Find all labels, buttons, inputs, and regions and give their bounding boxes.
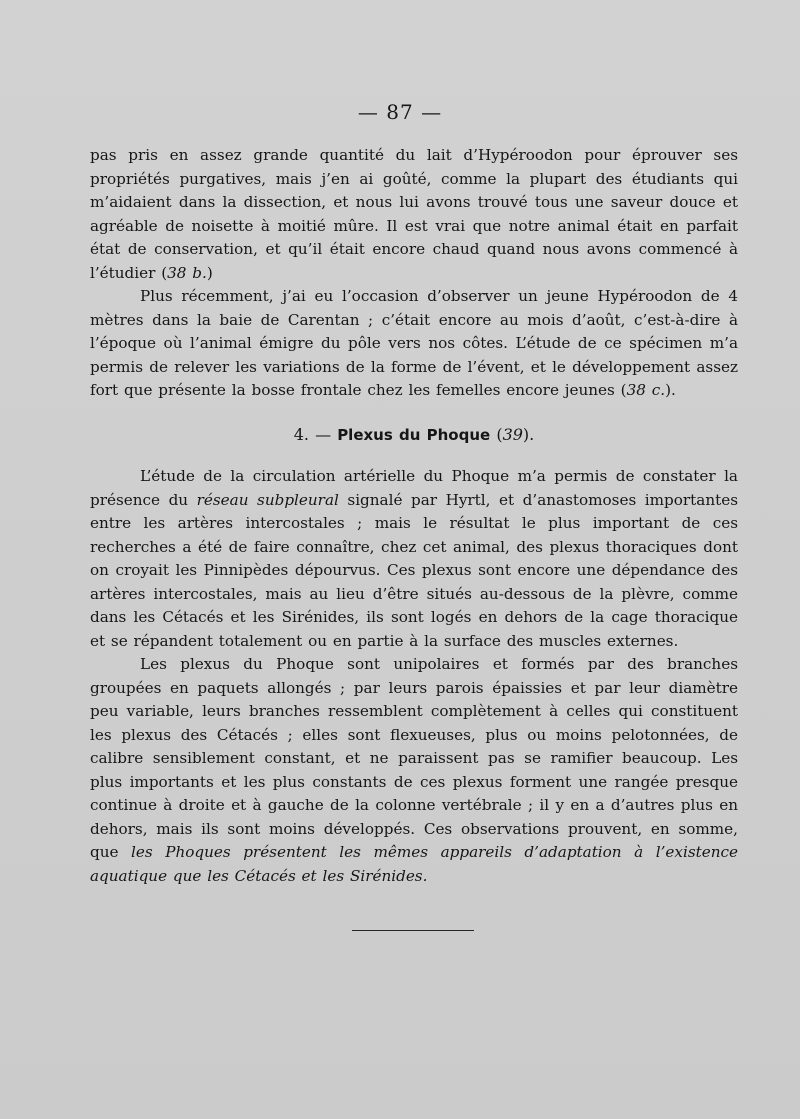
paragraph-3: L’étude de la circulation artérielle du Phoque m’a permis de constater la présence du réseau subpleural signalé par Hyrtl, et d’anastomoses importantes entre les artères intercostales ; mais le résultat le plus important de ces recherches a été de faire connaître, chez cet animal, des plexus thoraciques dont on croyait les Pinnipèdes dépourvus. Ces plexus sont encore une dépendance des artères intercostales, mais au lieu d’être situés au-dessous de la plèvre, comme dans les Cétacés et les Sirénides, ils sont logés en dehors de la cage thoracique et se répandent totalement ou en partie à la surface des muscles externes. bbox=[90, 467, 738, 650]
reference-38c: 38 c. bbox=[626, 381, 666, 399]
section-reference: 39 bbox=[502, 424, 523, 444]
section-number: 4. — bbox=[293, 424, 332, 444]
emphasis-reseau-subpleural: réseau subpleural bbox=[196, 490, 339, 509]
page-number: — 87 — bbox=[357, 100, 443, 124]
section-title: Plexus du Phoque bbox=[337, 425, 491, 444]
end-rule bbox=[352, 930, 474, 931]
emphasis-conclusion: les Phoques présentent les mêmes appareils d’adaptation à l’existence aquatique que les Cétacés et les Sirénides. bbox=[90, 843, 738, 885]
paragraph-2: Plus récemment, j’ai eu l’occasion d’observer un jeune Hypéroodon de 4 mètres dans la baie de Carentan ; c’était encore au mois d’août, c’est-à-dire à l’époque où l’animal émigre du pôle vers nos côtes. L’étude de ce spécimen m’a permis de relever les variations de la forme de l’évent, et le développement assez fort que présente la bosse frontale chez les femelles encore jeunes (38 c.). bbox=[90, 287, 738, 399]
reference-38b: 38 b. bbox=[167, 263, 207, 282]
paragraph-4: Les plexus du Phoque sont unipolaires et formés par des branches groupées en paquets allongés ; par leurs parois épaissies et par leur diamètre peu variable, leurs branches ressemblent complètement à celles qui constituent les plexus des Cétacés ; elles sont flexueuses, plus ou moins pelotonnées, de calibre sensiblement constant, et ne paraissent pas se ramifier beaucoup. Les plus importants et les plus constants de ces plexus forment une rangée presque continue à droite et à gauche de la colonne vertébrale ; il y en a d’autres plus en dehors, mais ils sont moins développés. Ces observations prouvent, en somme, que les Phoques présentent les mêmes appareils d’adaptation à l’existence aquatique que les Cétacés et les Sirénides. bbox=[90, 655, 738, 885]
paragraph-1: pas pris en assez grande quantité du lait d’Hypéroodon pour éprouver ses propriétés purgatives, mais j’en ai goûté, comme la plupart des étudiants qui m’aidaient dans la dissection, et nous lui avons trouvé tous une saveur douce et agréable de noisette à moitié mûre. Il est vrai que notre animal était en parfait état de conservation, et qu’il était encore chaud quand nous avons commencé à l’étudier (38 b.) bbox=[90, 146, 738, 282]
body-text bbox=[90, 144, 738, 888]
section-heading: 4. — Plexus du Phoque (39). bbox=[293, 424, 535, 444]
